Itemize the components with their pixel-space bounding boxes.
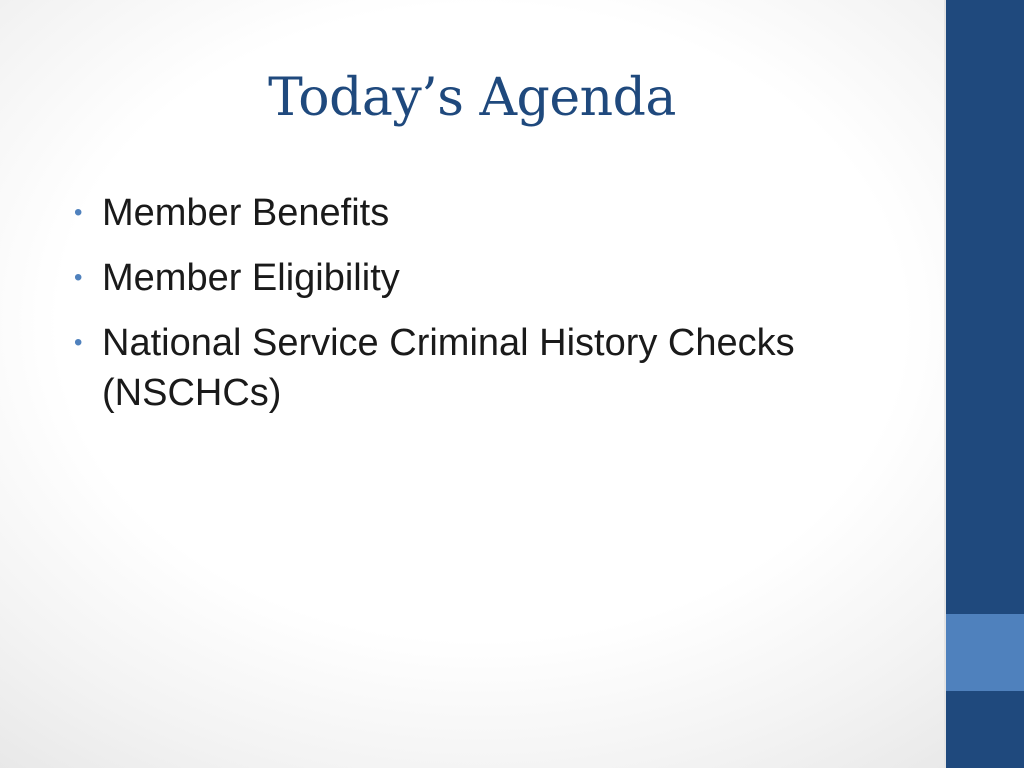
agenda-item-label: National Service Criminal History Checks (NSCHCs): [102, 322, 795, 414]
agenda-item-nschc: [72, 318, 922, 418]
agenda-item-label: Member Eligibility: [102, 257, 400, 299]
agenda-item-member-eligibility: [72, 253, 922, 303]
sidebar-accent-block: [946, 614, 1024, 691]
bullet-icon: •: [74, 199, 83, 226]
agenda-list: [72, 188, 922, 433]
slide-title: Today’s Agenda: [268, 68, 676, 128]
agenda-item-label: Member Benefits: [102, 192, 390, 234]
bullet-icon: •: [74, 329, 83, 356]
agenda-item-member-benefits: [72, 188, 922, 238]
bullet-icon: •: [74, 264, 83, 291]
